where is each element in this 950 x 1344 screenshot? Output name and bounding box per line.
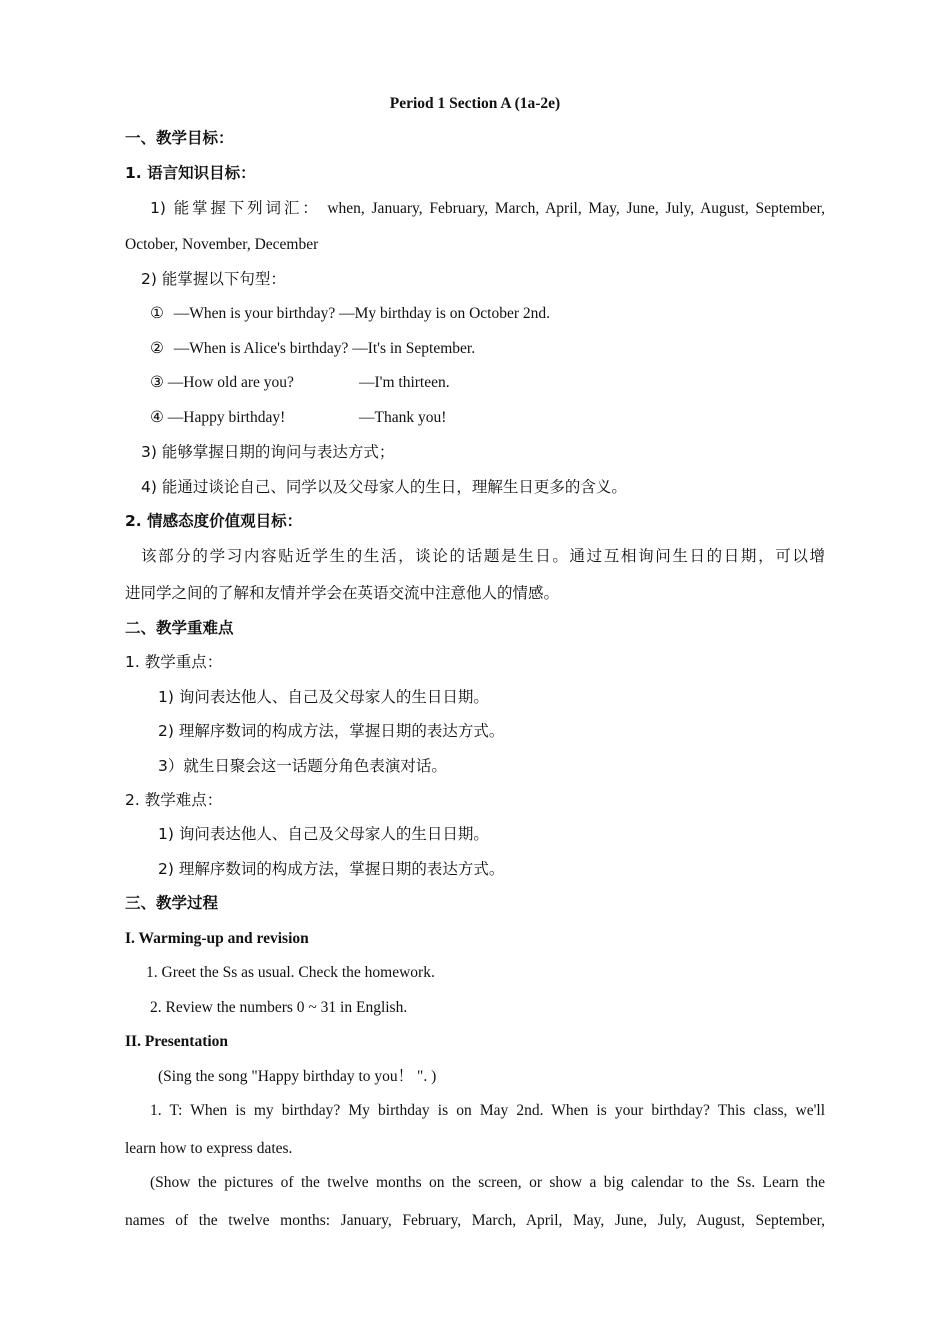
step-1-item-1: 1. Greet the Ss as usual. Check the homework.	[146, 964, 435, 981]
difficult-point-2: 2) 理解序数词的构成方法，掌握日期的表达方式。	[158, 860, 505, 878]
page-title: Period 1 Section A (1a-2e)	[389, 95, 561, 112]
subheading-language-goals: 1. 语言知识目标：	[125, 164, 256, 182]
pattern-1-text: —When is your birthday? —My birthday is on October 2nd.	[173, 305, 551, 322]
difficult-points-title: 2. 教学难点：	[125, 791, 223, 809]
vocab-line-2: October, November, December	[125, 236, 319, 253]
vocab-prefix: 1) 能掌握下列词汇：	[150, 199, 321, 217]
emotion-line-2: 进同学之间的了解和友情并学会在英语交流中注意他人的情感。	[125, 584, 560, 602]
vocab-line-1	[125, 198, 825, 219]
show-line-2: names of the twelve months: January, February, March, April, May, June, July, August, September,	[125, 1212, 825, 1229]
pattern-4-reply: —Thank you!	[359, 409, 447, 426]
difficult-point-1: 1) 询问表达他人、自己及父母家人的生日日期。	[158, 825, 489, 843]
show-line-1: (Show the pictures of the twelve months on the screen, or show a big calendar to the Ss. Learn the	[150, 1174, 825, 1191]
subheading-emotion-goals: 2. 情感态度价值观目标：	[125, 512, 303, 530]
pattern-2	[150, 339, 475, 359]
key-point-3: 3）就生日聚会这一话题分角色表演对话。	[158, 757, 447, 775]
section-heading-process: 三、教学过程	[125, 894, 219, 912]
sing-note: (Sing the song "Happy birthday to you！ ". )	[158, 1068, 437, 1085]
section-heading-key-points: 二、教学重难点	[125, 619, 234, 637]
goal-3: 3) 能够掌握日期的询问与表达方式；	[141, 443, 395, 461]
section-heading-goals: 一、教学目标：	[125, 129, 234, 147]
pattern-4-greeting: ④ —Happy birthday!	[150, 409, 286, 426]
key-point-1: 1) 询问表达他人、自己及父母家人的生日日期。	[158, 688, 489, 706]
step-1-item-2: 2. Review the numbers 0 ~ 31 in English.	[150, 999, 408, 1016]
pattern-1-num: ①	[150, 305, 164, 322]
pattern-3-answer: —I'm thirteen.	[359, 374, 450, 391]
pattern-3-question: ③ —How old are you?	[150, 374, 294, 391]
key-points-title: 1. 教学重点：	[125, 653, 223, 671]
teacher-line-2: learn how to express dates.	[125, 1140, 293, 1157]
teacher-line-1: 1. T: When is my birthday? My birthday is on May 2nd. When is your birthday? This class, we'll	[150, 1102, 825, 1119]
step-1-title: I. Warming-up and revision	[125, 930, 309, 947]
step-2-title: II. Presentation	[125, 1033, 229, 1050]
goal-4: 4) 能通过谈论自己、同学以及父母家人的生日，理解生日更多的含义。	[141, 478, 627, 496]
pattern-2-num: ②	[150, 340, 164, 357]
pattern-2-text: —When is Alice's birthday? —It's in September.	[173, 340, 476, 357]
emotion-line-1: 该部分的学习内容贴近学生的生活，谈论的话题是生日。通过互相询问生日的日期，可以增	[141, 547, 825, 565]
patterns-title: 2) 能掌握以下句型：	[141, 270, 286, 288]
key-point-2: 2) 理解序数词的构成方法，掌握日期的表达方式。	[158, 722, 505, 740]
vocab-words: when, January, February, March, April, May, June, July, August, September,	[327, 200, 825, 217]
pattern-1	[150, 304, 550, 324]
